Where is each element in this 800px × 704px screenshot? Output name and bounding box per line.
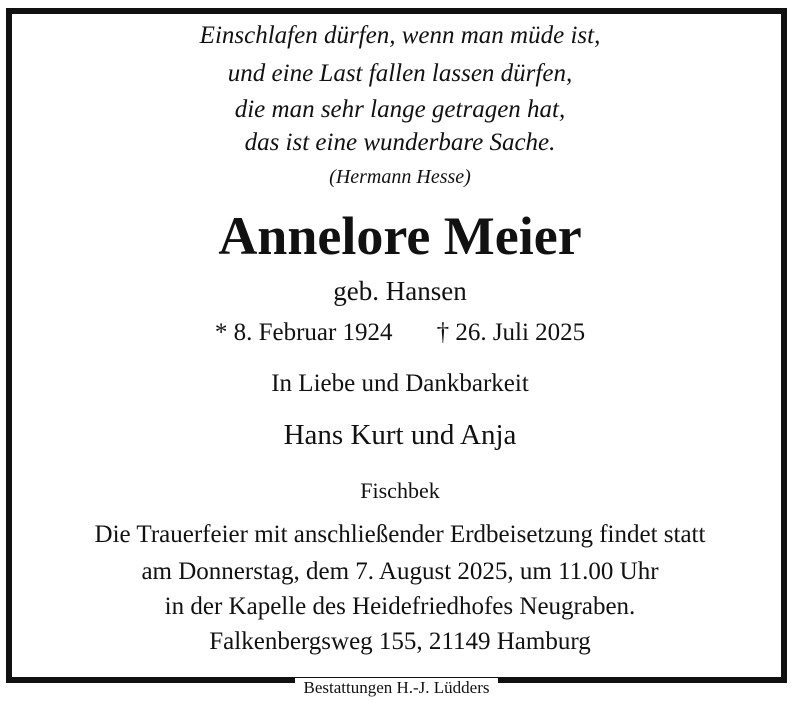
funeral-info-line-3: in der Kapelle des Heidefriedhofes Neugraben. xyxy=(164,593,636,620)
mourner-names: Hans Kurt und Anja xyxy=(283,419,517,451)
poem-line-4: das ist eine wunderbare Sache. xyxy=(244,129,556,156)
poem-line-3: die man sehr lange getragen hat, xyxy=(234,96,566,123)
poem-line-1: Einschlafen dürfen, wenn man müde ist, xyxy=(199,22,601,49)
mourner-location: Fischbek xyxy=(360,478,440,503)
funeral-info-line-2: am Donnerstag, dem 7. August 2025, um 11.00 Uhr xyxy=(141,558,659,585)
undertaker-credit: Bestattungen H.-J. Lüdders xyxy=(295,678,497,698)
death-date: † 26. Juli 2025 xyxy=(436,319,586,346)
mourning-phrase: In Liebe und Dankbarkeit xyxy=(271,370,529,397)
poem-line-2: und eine Last fallen lassen dürfen, xyxy=(227,60,573,87)
life-dates xyxy=(0,319,800,347)
deceased-name: Annelore Meier xyxy=(218,206,582,266)
maiden-name: geb. Hansen xyxy=(333,276,467,306)
funeral-info-line-1: Die Trauerfeier mit anschließender Erdbeisetzung findet statt xyxy=(94,521,706,548)
birth-date: * 8. Februar 1924 xyxy=(214,319,393,346)
footer xyxy=(6,677,787,699)
poem-author: (Hermann Hesse) xyxy=(329,166,471,188)
funeral-info-line-4: Falkenbergsweg 155, 21149 Hamburg xyxy=(209,628,591,655)
